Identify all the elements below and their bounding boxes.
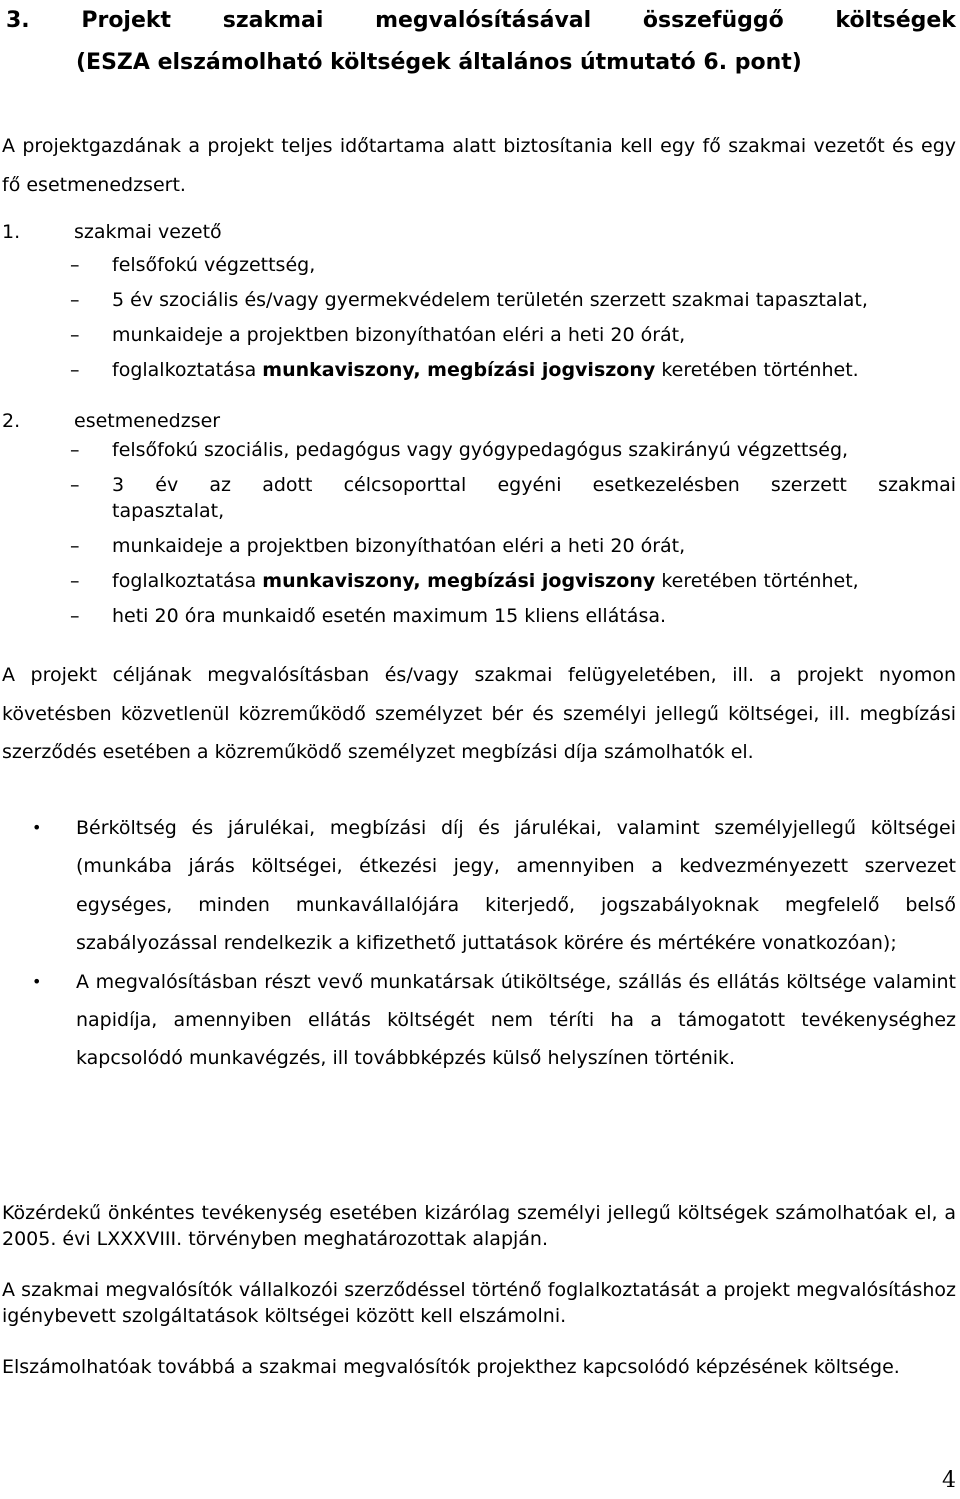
- item2-requirements: [0, 437, 958, 629]
- bullet-marker: •: [32, 971, 42, 991]
- dash-marker: –: [70, 474, 80, 496]
- cost-items-list: [0, 809, 958, 1078]
- employment-type: munkaviszony, megbízási jogviszony: [262, 570, 656, 592]
- employment-suffix: keretében történhet,: [655, 570, 859, 592]
- list-item-text: 3 év az adott célcsoporttal egyéni esetkezelésben szerzett szakmai tapasztalat,: [112, 474, 956, 522]
- bullet-marker: •: [32, 818, 42, 837]
- list-item: [0, 809, 958, 963]
- item2-heading: [2, 408, 220, 434]
- employment-type: munkaviszony, megbízási jogviszony: [262, 359, 656, 381]
- list-item: [0, 472, 958, 524]
- section-heading: [6, 0, 956, 84]
- list-item-text: A megvalósításban részt vevő munkatársak útiköltsége, szállás és ellátás költsége valamint napidíja, amennyiben ellátás költségét nem téríti ha a támogatott tevékenységhez kapcsolódó munkavégzés, ill továbbképzés külső helyszínen történik.: [76, 970, 956, 1070]
- list-item: [0, 963, 958, 1078]
- dash-marker: –: [70, 289, 80, 311]
- employment-suffix: keretében történhet.: [655, 359, 859, 381]
- item1-requirements: [0, 252, 958, 383]
- list-item: [0, 322, 958, 348]
- list-item-text: felsőfokú végzettség,: [112, 254, 316, 276]
- employment-prefix: foglalkoztatása: [112, 359, 263, 381]
- item2-title: esetmenedzser: [74, 410, 221, 432]
- list-item: [0, 252, 958, 278]
- dash-marker: –: [70, 439, 80, 461]
- item1-heading: [2, 219, 222, 245]
- dash-marker: –: [70, 359, 80, 381]
- list-item-text: 5 év szociális és/vagy gyermekvédelem területén szerzett szakmai tapasztalat,: [112, 289, 868, 311]
- heading-word: összefüggő: [642, 8, 784, 33]
- list-item-text: Bérköltség és járulékai, megbízási díj és járulékai, valamint személyjellegű költségei (munkába járás költségei, étkezési jegy, amennyiben a kedvezményezett szervezet egységes, minden munkavállalójára kiterjedő, jogszabályoknak megfelelő belső szabályozással rendelkezik a kifizethető juttatások körére és mértékére vonatkozóan);: [76, 817, 956, 955]
- dash-marker: –: [70, 605, 80, 627]
- dash-marker: –: [70, 324, 80, 346]
- page-number: 4: [942, 1468, 956, 1493]
- volunteer-paragraph: Közérdekű önkéntes tevékenység esetében kizárólag személyi jellegű költségek számolhatóak el, a 2005. évi LXXXVIII. törvényben meghatározottak alapján.: [2, 1202, 956, 1250]
- training-paragraph: Elszámolhatóak továbbá a szakmai megvalósítók projekthez kapcsolódó képzésének költsége.: [2, 1356, 900, 1378]
- list-item: [0, 357, 958, 383]
- employment-prefix: foglalkoztatása: [112, 570, 263, 592]
- heading-word: költségek: [835, 8, 956, 33]
- list-item: [0, 533, 958, 559]
- intro-paragraph: A projektgazdának a projekt teljes időtartama alatt biztosítania kell egy fő szakmai vezetőt és egy fő esetmenedzsert.: [2, 135, 956, 196]
- list-item: [0, 287, 958, 313]
- list-item-text: munkaideje a projektben bizonyíthatóan eléri a heti 20 órát,: [112, 324, 686, 346]
- heading-word: szakmai: [222, 8, 324, 33]
- item1-title: szakmai vezető: [74, 221, 222, 243]
- list-item-text: felsőfokú szociális, pedagógus vagy gyógypedagógus szakirányú végzettség,: [112, 439, 849, 461]
- section-heading-line2: (ESZA elszámolható költségek általános útmutató 6. pont): [76, 50, 802, 75]
- contract-paragraph: A szakmai megvalósítók vállalkozói szerződéssel történő foglalkoztatását a projekt megvalósításhoz igénybevett szolgáltatások költségei között kell elszámolni.: [2, 1279, 956, 1327]
- list-item-text: munkaideje a projektben bizonyíthatóan eléri a heti 20 órát,: [112, 535, 686, 557]
- list-item: [0, 437, 958, 463]
- costs-paragraph: A projekt céljának megvalósításban és/vagy szakmai felügyeletében, ill. a projekt nyomon követésben közvetlenül közreműködő személyzet bér és személyi jellegű költségei, ill. megbízási szerződés esetében a közreműködő személyzet megbízási díja számolhatók el.: [2, 664, 956, 763]
- list-item: [0, 568, 958, 594]
- list-item-text: heti 20 óra munkaidő esetén maximum 15 kliens ellátása.: [112, 605, 667, 627]
- section-number: 3.: [6, 8, 30, 33]
- item1-number: 1.: [2, 221, 21, 243]
- dash-marker: –: [70, 570, 80, 592]
- dash-marker: –: [70, 535, 80, 557]
- section-heading-line1: [6, 0, 956, 42]
- item2-number: 2.: [2, 410, 21, 432]
- list-item: [0, 603, 958, 629]
- dash-marker: –: [70, 254, 80, 276]
- heading-word: megvalósításával: [375, 8, 592, 33]
- heading-word: Projekt: [81, 8, 172, 33]
